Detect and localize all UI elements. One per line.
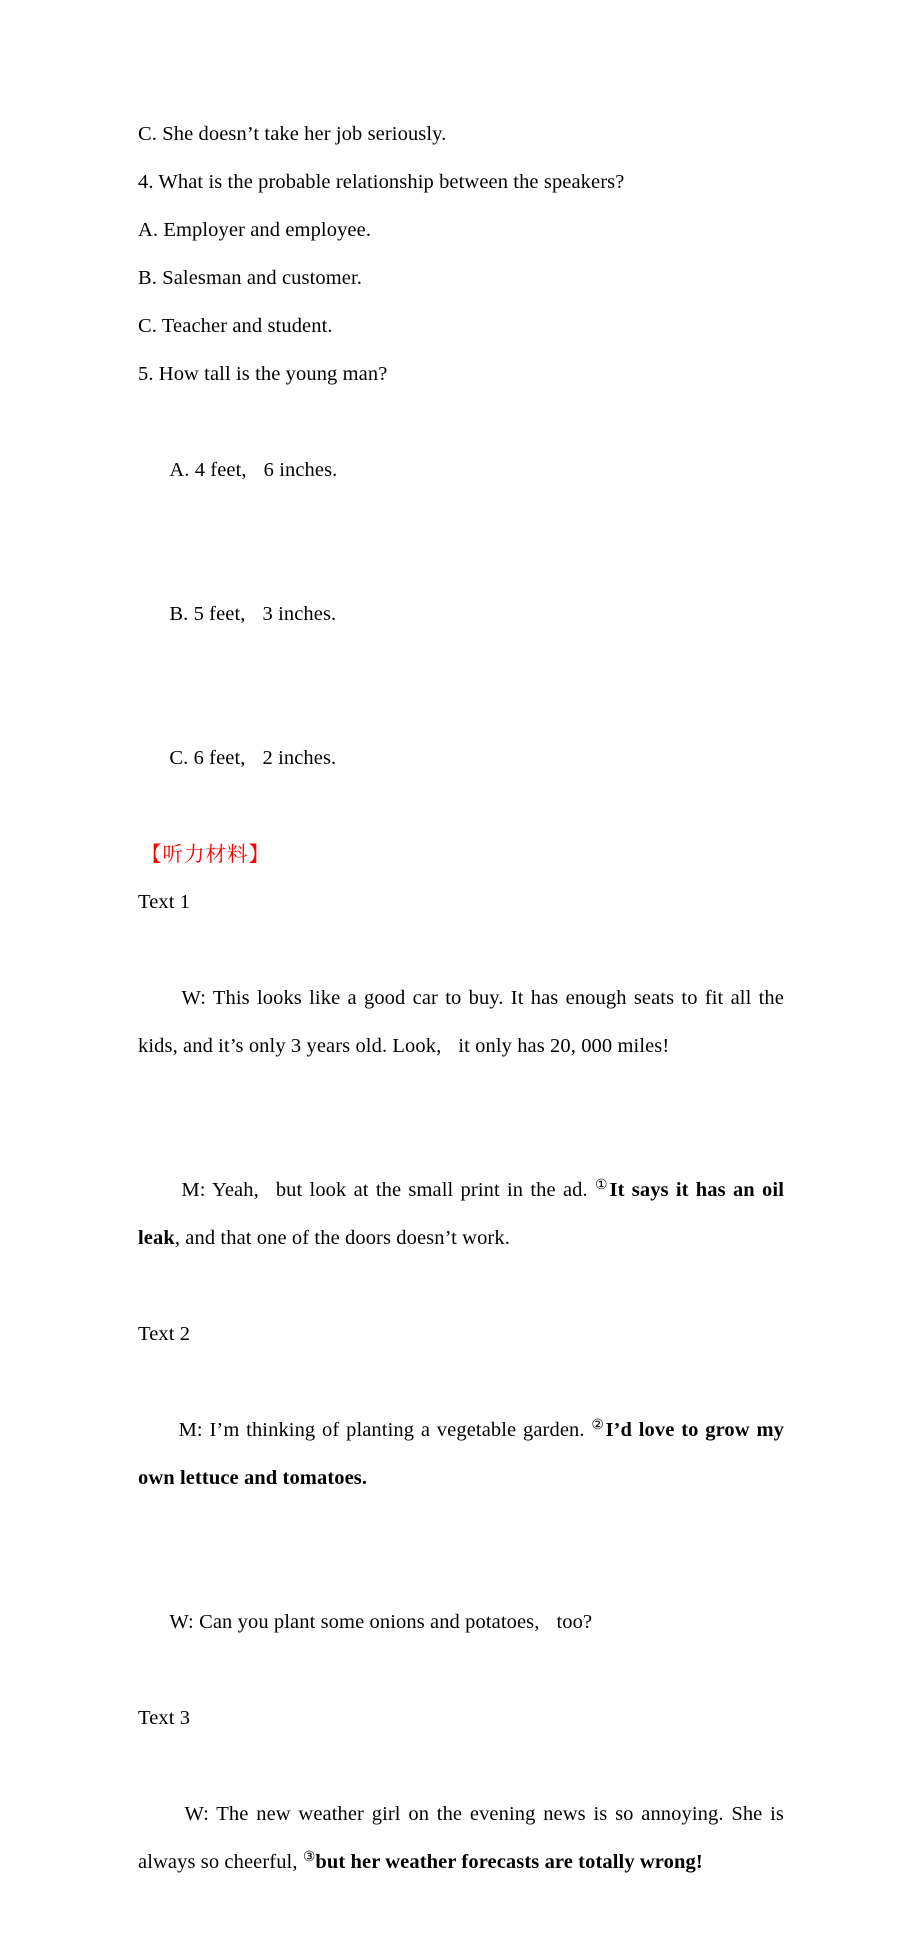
question-line-q4-option-b: B. Salesman and customer.: [138, 267, 362, 289]
transcript-line-text3-w: [138, 1742, 790, 1934]
option-prefix: B. 5 feet,: [169, 603, 246, 625]
utterance-text-cont: it only has 20, 000 miles!: [458, 1035, 670, 1057]
question-line-q4-option-c: C. Teacher and student.: [138, 315, 333, 337]
utterance-text: This looks like a good car to buy. It has enough seats to fit all the kids, and it’s only 3 years old. Look,: [138, 987, 790, 1057]
question-line-q5-option-b: [138, 542, 784, 686]
question-line-q4-option-a: A. Employer and employee.: [138, 219, 372, 241]
option-suffix: 6 inches.: [263, 459, 338, 481]
key-phrase-highlight: It says it has an oil leak: [138, 1179, 790, 1249]
utterance-text-tail: , and that one of the doors doesn’t work.: [174, 1227, 510, 1249]
transcript-line-text1-w: [138, 926, 790, 1118]
document-body: [138, 110, 790, 1934]
option-prefix: C. 6 feet,: [169, 747, 246, 769]
option-suffix: 2 inches.: [262, 747, 337, 769]
transcript-label-text-2: Text 2: [138, 1323, 191, 1345]
utterance-text-cont: too?: [556, 1611, 593, 1633]
option-suffix: 3 inches.: [262, 603, 337, 625]
speaker-tag: W:: [181, 987, 206, 1009]
utterance-text: I’m thinking of planting a vegetable garden.: [202, 1419, 592, 1441]
question-line-q4-stem: 4. What is the probable relationship between the speakers?: [138, 171, 625, 193]
transcript-label-text-3: Text 3: [138, 1707, 191, 1729]
speaker-tag: M:: [178, 1419, 203, 1441]
transcript-label-text-1: Text 1: [138, 891, 191, 913]
key-phrase-highlight: I’d love to grow my own lettuce and tomatoes.: [138, 1419, 790, 1489]
circled-number-two-marker: ②: [591, 1418, 606, 1433]
transcript-line-text2-m: [138, 1358, 790, 1550]
utterance-text: Can you plant some onions and potatoes,: [193, 1611, 540, 1633]
question-line-q5-stem: 5. How tall is the young man?: [138, 363, 388, 385]
question-line-q5-option-a: [138, 398, 784, 542]
option-prefix: A. 4 feet,: [169, 459, 247, 481]
utterance-text-cont: but look at the small print in the ad.: [275, 1179, 595, 1201]
transcript-line-text1-m: [138, 1118, 790, 1310]
question-line-q5-option-c: [138, 686, 784, 830]
speaker-tag: M:: [181, 1179, 206, 1201]
speaker-tag: W:: [184, 1803, 209, 1825]
circled-number-three-marker: ③: [302, 1850, 316, 1865]
circled-number-one-marker: ①: [594, 1178, 610, 1193]
utterance-text: The new weather girl on the evening news is so annoying. She is always so cheerful,: [138, 1803, 790, 1873]
speaker-tag: W:: [169, 1611, 194, 1633]
listening-material-heading: 【听力材料】: [141, 842, 270, 866]
utterance-text: Yeah,: [205, 1179, 259, 1201]
key-phrase-highlight: but her weather forecasts are totally wrong!: [315, 1851, 703, 1873]
transcript-line-text2-w: [138, 1550, 784, 1694]
question-line-q3-option-c: C. She doesn’t take her job seriously.: [138, 123, 447, 145]
